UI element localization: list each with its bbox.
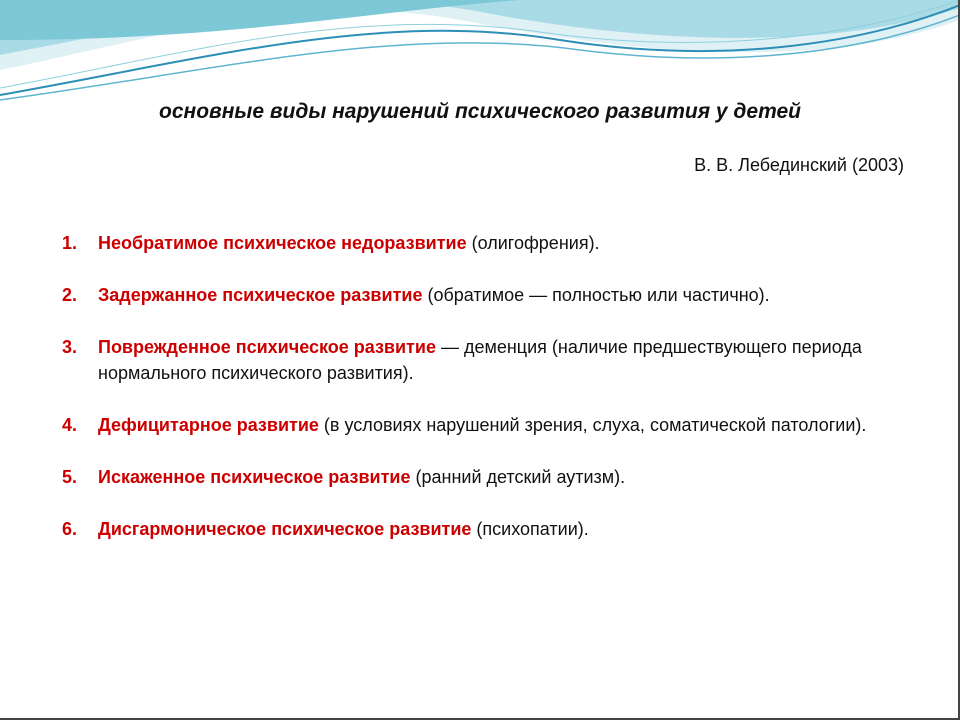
author-citation: В. В. Лебединский (2003)	[694, 155, 904, 175]
list-item	[62, 464, 912, 490]
list-item	[62, 230, 912, 256]
wave-decoration	[0, 0, 960, 110]
list-item	[62, 412, 912, 438]
item-description: (ранний детский аутизм).	[410, 467, 626, 487]
item-description: (в условиях нарушений зрения, слуха, соматической патологии).	[318, 415, 867, 435]
item-term: Дисгармоническое психическое развитие	[98, 519, 472, 539]
item-description: (обратимое — полностью или частично).	[422, 285, 770, 305]
item-number: 1.	[62, 233, 78, 253]
disorder-list	[62, 230, 912, 568]
list-item	[62, 334, 912, 386]
list-item	[62, 282, 912, 308]
item-number: 6.	[62, 519, 78, 539]
item-description: (психопатии).	[471, 519, 589, 539]
item-description: (олигофрения).	[466, 233, 600, 253]
item-term: Дефицитарное развитие	[98, 415, 319, 435]
slide-title: основные виды нарушений психического развития у детей	[159, 100, 801, 123]
item-description: — деменция (наличие предшествующего периода нормального психического развития).	[98, 337, 862, 383]
item-number: 5.	[62, 467, 78, 487]
item-term: Поврежденное психическое развитие	[98, 337, 436, 357]
item-number: 2.	[62, 285, 78, 305]
item-term: Искаженное психическое развитие	[98, 467, 411, 487]
list-item	[62, 516, 912, 542]
item-number: 3.	[62, 337, 78, 357]
item-term: Необратимое психическое недоразвитие	[98, 233, 467, 253]
item-number: 4.	[62, 415, 78, 435]
item-term: Задержанное психическое развитие	[98, 285, 423, 305]
